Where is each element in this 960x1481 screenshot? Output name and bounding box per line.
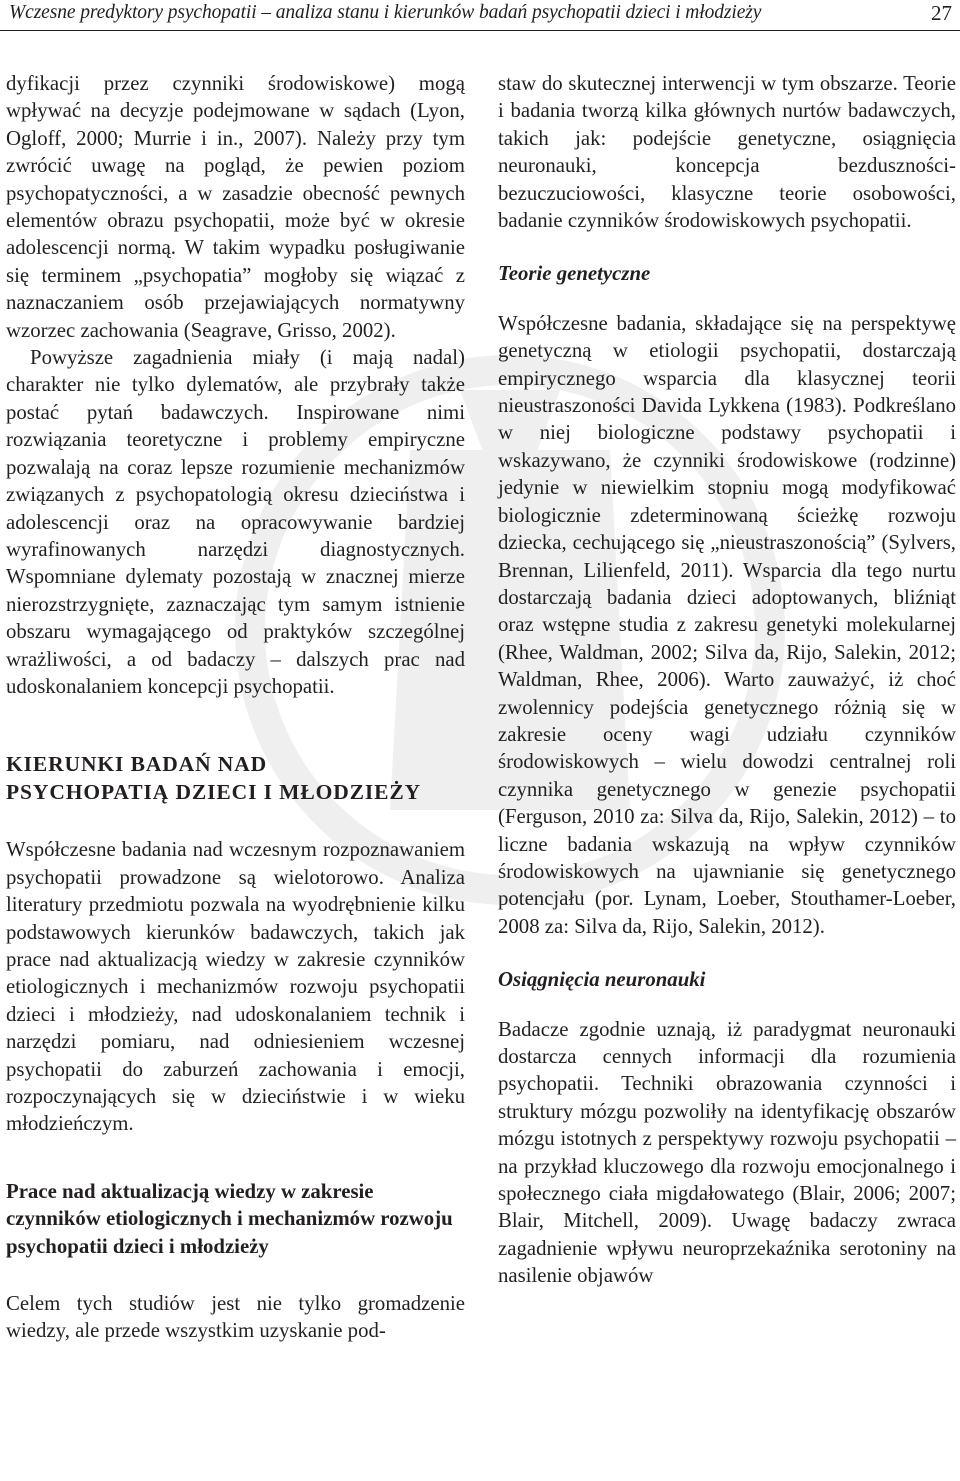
heading-neuroscience: Osiągnięcia neuronauki: [498, 968, 706, 992]
page-number: 27: [931, 1, 952, 25]
left-paragraph-1: dyfikacji przez czynniki środowiskowe) mogą wpływać na decyzje podejmowane w sądach (Lyon, Ogloff, 2000; Murrie i in., 2007). Należy przy tym zwrócić uwagę na pogląd, że pewien poziom psychopatyczności, a w zasadzie obecność pewnych elementów obrazu psychopatii, może być w okresie adolescencji normą. W takim wypadku posługiwanie się terminem „psychopatia” mogłoby się wiązać z naznaczaniem osób przejawiających normatywny wzorzec zachowania (Seagrave, Grisso, 2002).: [6, 72, 465, 342]
right-paragraph-2: Współczesne badania, składające się na perspektywę genetyczną w etiologii psychopatii, dostarczają empirycznego wsparcia dla klasycznej teorii nieustraszoności Davida Lykkena (1983). Podkreślano w niej biologiczne podstawy psychopatii i wskazywano, że czynniki środowiskowe (rodzinne) jedynie w niewielkim stopniu mogą modyfikować biologicznie zdeterminowaną ścieżkę rozwoju dziecka, cechującego się „nieustraszonością” (Sylvers, Brennan, Lilienfeld, 2011). Wsparcia dla tego nurtu dostarczają badania dzieci adoptowanych, bliźniąt oraz wstępne studia z zakresu genetyki molekularnej (Rhee, Waldman, 2002; Silva da, Rijo, Salekin, 2012; Waldman, Rhee, 2006). Warto zauważyć, iż choć zwolennicy podejścia genetycznego różnią się w zakresie oceny wagi udziału czynników środowiskowych – wielu dowodzi centralnej roli czynnika genetycznego w genezie psychopatii (Ferguson, 2010 za: Silva da, Rijo, Salekin, 2012) – to liczne badania wskazują na wpływ czynników środowiskowych na ujawnianie się genetycznego potencjału (por. Lynam, Loeber, Stouthamer-Loeber, 2008 za: Silva da, Rijo, Salekin, 2012).: [498, 311, 956, 938]
right-paragraph-3: Badacze zgodnie uznają, iż paradygmat neuronauki dostarcza cennych informacji dla rozumienia psychopatii. Techniki obrazowania czynności i struktury mózgu pozwoliły na identyfikację obszarów mózgu istotnych z perspektywy rozwoju psychopatii – na przykład kluczowego dla rozwoju emocjonalnego i społecznego ciała migdałowatego (Blair, 2006; 2007; Blair, Mitchell, 2009). Uwagę badaczy zwraca zagadnienie wpływu neuroprzekaźnika serotoniny na nasilenie objawów: [498, 1017, 956, 1288]
section-heading: [6, 750, 465, 806]
running-header-title: Wczesne predyktory psychopatii – analiza stanu i kierunków badań psychopatii dzieci i młodzieży: [9, 2, 762, 23]
section-heading-line-1: KIERUNKI BADAŃ NAD: [6, 752, 268, 777]
left-paragraph-4: Celem tych studiów jest nie tylko gromadzenie wiedzy, ale przede wszystkim uzyskanie pod-: [6, 1292, 465, 1343]
section-heading-line-2: PSYCHOPATIĄ DZIECI I MŁODZIEŻY: [6, 780, 422, 805]
left-column: [6, 70, 465, 1345]
right-column: [498, 70, 956, 1290]
subsection-heading: Prace nad aktualizacją wiedzy w zakresie czynników etiologicznych i mechanizmów rozwoju psychopatii dzieci i młodzieży: [6, 1179, 453, 1258]
running-header: [0, 0, 960, 31]
right-paragraph-1: staw do skutecznej interwencji w tym obszarze. Teorie i badania tworzą kilka głównych nurtów badawczych, takich jak: podejście genetyczne, osiągnięcia neuronauki, koncepcja bezduszności-bezuczuciowości, klasyczne teorie osobowości, badanie czynników środowiskowych psychopatii.: [498, 72, 956, 233]
heading-genetic-theories: Teorie genetyczne: [498, 262, 651, 286]
left-paragraph-2: Powyższe zagadnienia miały (i mają nadal) charakter nie tylko dylematów, ale przybrały także postać pytań badawczych. Inspirowane nimi rozwiązania teoretyczne i problemy empiryczne pozwalają na coraz lepsze rozumienie mechanizmów związanych z psychopatologią okresu dzieciństwa i adolescencji oraz na opracowywanie bardziej wyrafinowanych narzędzi diagnostycznych. Wspomniane dylematy pozostają w znacznej mierze nierozstrzygnięte, zaznaczając tym samym istnienie obszaru wymagającego od praktyków szczególnej wrażliwości, a od badaczy – dalszych prac nad udoskonalaniem koncepcji psychopatii.: [6, 346, 465, 698]
left-paragraph-3: Współczesne badania nad wczesnym rozpoznawaniem psychopatii prowadzone są wielotorowo. Analiza literatury przedmiotu pozwala na wyodrębnienie kilku podstawowych kierunków badawczych, takich jak prace nad aktualizacją wiedzy w zakresie czynników etiologicznych i mechanizmów rozwoju psychopatii dzieci i młodzieży, nad udoskonalaniem technik i narzędzi pomiaru, nad odniesieniem wczesnej psychopatii do zaburzeń zachowania i emocji, rozpoczynających się w dzieciństwie i w wieku młodzieńczym.: [6, 838, 465, 1136]
